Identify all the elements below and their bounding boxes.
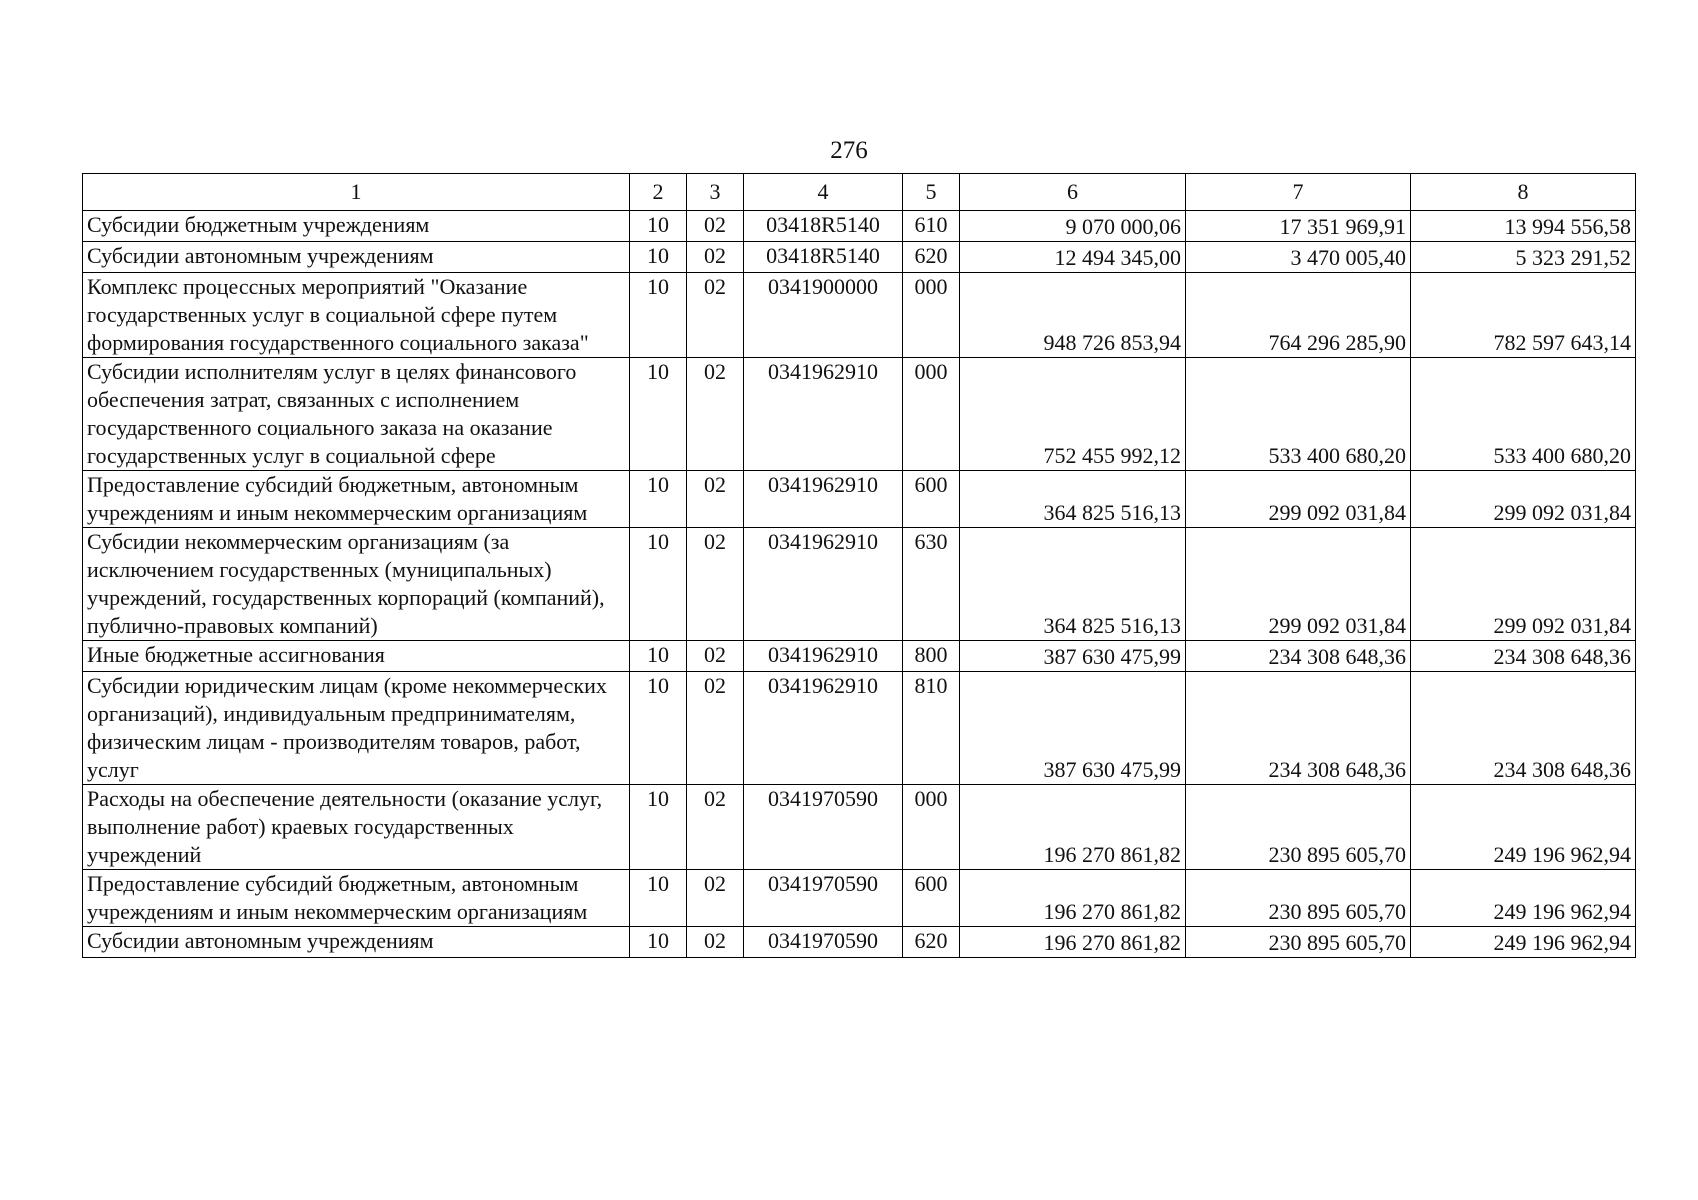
section-code: 10 [630,471,687,528]
amount-col-6: 196 270 861,82 [960,785,1186,870]
section-code: 10 [630,528,687,641]
expense-name: Расходы на обеспечение деятельности (оказание услуг, выполнение работ) краевых государственных учреждений [83,785,630,870]
amount-col-8: 299 092 031,84 [1411,528,1636,641]
expense-name: Субсидии бюджетным учреждениям [83,211,630,242]
column-header-4: 4 [744,174,903,211]
amount-col-7: 230 895 605,70 [1186,870,1411,927]
subsection-code: 02 [687,273,744,358]
target-article-code: 03418R5140 [744,211,903,242]
subsection-code: 02 [687,927,744,958]
amount-col-6: 196 270 861,82 [960,870,1186,927]
target-article-code: 0341962910 [744,641,903,672]
expense-name: Предоставление субсидий бюджетным, автономным учреждениям и иным некоммерческим организациям [83,870,630,927]
subsection-code: 02 [687,785,744,870]
column-header-7: 7 [1186,174,1411,211]
amount-col-7: 230 895 605,70 [1186,785,1411,870]
target-article-code: 0341962910 [744,528,903,641]
expense-type-code: 000 [903,273,960,358]
section-code: 10 [630,870,687,927]
amount-col-8: 13 994 556,58 [1411,211,1636,242]
expense-type-code: 000 [903,358,960,471]
subsection-code: 02 [687,211,744,242]
amount-col-8: 234 308 648,36 [1411,641,1636,672]
column-header-3: 3 [687,174,744,211]
amount-col-8: 249 196 962,94 [1411,927,1636,958]
table-row [83,785,1636,870]
target-article-code: 0341970590 [744,870,903,927]
table-row [83,242,1636,273]
target-article-code: 03418R5140 [744,242,903,273]
section-code: 10 [630,273,687,358]
amount-col-8: 249 196 962,94 [1411,785,1636,870]
budget-table [82,173,1636,958]
amount-col-8: 299 092 031,84 [1411,471,1636,528]
target-article-code: 0341970590 [744,785,903,870]
amount-col-6: 364 825 516,13 [960,528,1186,641]
amount-col-6: 9 070 000,06 [960,211,1186,242]
subsection-code: 02 [687,672,744,785]
amount-col-7: 17 351 969,91 [1186,211,1411,242]
expense-type-code: 000 [903,785,960,870]
expense-name: Субсидии некоммерческим организациям (за исключением государственных (муниципальных) учреждений, государственных корпораций (компаний), публично-правовых компаний) [83,528,630,641]
expense-type-code: 600 [903,471,960,528]
target-article-code: 0341962910 [744,358,903,471]
expense-type-code: 620 [903,927,960,958]
amount-col-6: 948 726 853,94 [960,273,1186,358]
amount-col-8: 782 597 643,14 [1411,273,1636,358]
target-article-code: 0341962910 [744,471,903,528]
table-row [83,358,1636,471]
section-code: 10 [630,641,687,672]
section-code: 10 [630,785,687,870]
table-row [83,471,1636,528]
section-code: 10 [630,358,687,471]
section-code: 10 [630,927,687,958]
expense-type-code: 800 [903,641,960,672]
amount-col-7: 299 092 031,84 [1186,528,1411,641]
expense-name: Комплекс процессных мероприятий "Оказание государственных услуг в социальной сфере путем формирования государственного социального заказа" [83,273,630,358]
column-header-6: 6 [960,174,1186,211]
subsection-code: 02 [687,641,744,672]
amount-col-7: 533 400 680,20 [1186,358,1411,471]
amount-col-7: 234 308 648,36 [1186,641,1411,672]
page-number: 276 [830,137,868,164]
amount-col-7: 299 092 031,84 [1186,471,1411,528]
target-article-code: 0341970590 [744,927,903,958]
expense-type-code: 810 [903,672,960,785]
table-row [83,927,1636,958]
table-row [83,641,1636,672]
table-row [83,672,1636,785]
expense-name: Предоставление субсидий бюджетным, автономным учреждениям и иным некоммерческим организациям [83,471,630,528]
amount-col-8: 533 400 680,20 [1411,358,1636,471]
table-row [83,870,1636,927]
expense-type-code: 630 [903,528,960,641]
subsection-code: 02 [687,471,744,528]
amount-col-6: 12 494 345,00 [960,242,1186,273]
table-row [83,273,1636,358]
amount-col-6: 387 630 475,99 [960,641,1186,672]
amount-col-6: 364 825 516,13 [960,471,1186,528]
amount-col-6: 387 630 475,99 [960,672,1186,785]
amount-col-8: 234 308 648,36 [1411,672,1636,785]
section-code: 10 [630,211,687,242]
amount-col-7: 3 470 005,40 [1186,242,1411,273]
section-code: 10 [630,672,687,785]
subsection-code: 02 [687,242,744,273]
target-article-code: 0341962910 [744,672,903,785]
table-row [83,528,1636,641]
column-header-5: 5 [903,174,960,211]
section-code: 10 [630,242,687,273]
expense-name: Иные бюджетные ассигнования [83,641,630,672]
subsection-code: 02 [687,870,744,927]
amount-col-7: 764 296 285,90 [1186,273,1411,358]
column-header-8: 8 [1411,174,1636,211]
expense-type-code: 620 [903,242,960,273]
column-header-2: 2 [630,174,687,211]
subsection-code: 02 [687,528,744,641]
amount-col-6: 196 270 861,82 [960,927,1186,958]
table-row [83,211,1636,242]
expense-type-code: 610 [903,211,960,242]
subsection-code: 02 [687,358,744,471]
table-header-row [83,174,1636,211]
amount-col-8: 249 196 962,94 [1411,870,1636,927]
expense-type-code: 600 [903,870,960,927]
target-article-code: 0341900000 [744,273,903,358]
expense-name: Субсидии юридическим лицам (кроме некоммерческих организаций), индивидуальным предпринимателям, физическим лицам - производителям товаров, работ, услуг [83,672,630,785]
amount-col-7: 234 308 648,36 [1186,672,1411,785]
amount-col-7: 230 895 605,70 [1186,927,1411,958]
expense-name: Субсидии исполнителям услуг в целях финансового обеспечения затрат, связанных с исполнением государственного социального заказа на оказание государственных услуг в социальной сфере [83,358,630,471]
amount-col-6: 752 455 992,12 [960,358,1186,471]
column-header-1: 1 [83,174,630,211]
amount-col-8: 5 323 291,52 [1411,242,1636,273]
expense-name: Субсидии автономным учреждениям [83,242,630,273]
expense-name: Субсидии автономным учреждениям [83,927,630,958]
